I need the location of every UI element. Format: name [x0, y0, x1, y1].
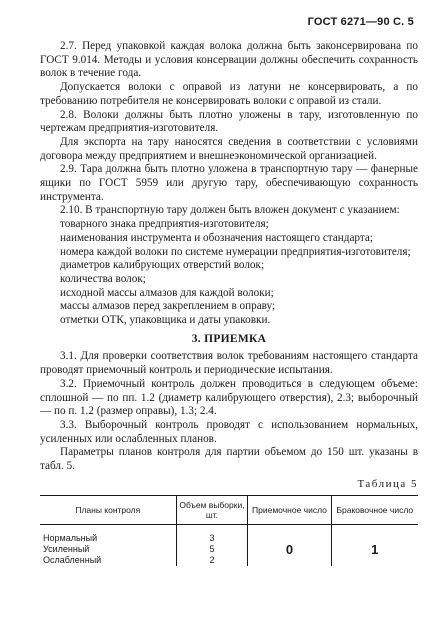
page-header: ГОСТ 6271—90 С. 5	[307, 16, 414, 28]
paragraph: 2.7. Перед упаковкой каждая волока должна быть законсервирована по ГОСТ 9.014. Методы и условия консервации должны обеспечить сохранность волок в течение года.	[40, 40, 418, 80]
list-item: наименования инструмента и обозначения настоящего стандарта;	[60, 231, 373, 244]
paragraph: Для экспорта на тару наносятся сведения в соответствии с условиями договора между предприятием и внешнеэкономической организацией.	[40, 135, 418, 162]
control-plans-table	[40, 495, 418, 566]
paragraph: Параметры планов контроля для партии объемом до 150 шт. указаны в табл. 5.	[40, 446, 418, 473]
column-header: Планы контроля	[40, 495, 176, 524]
list-item: диаметров калибрующих отверстий волок;	[60, 259, 265, 272]
paragraph: 2.8. Волоки должны быть плотно уложены в тару, изготовленную по чертежам предприятия-изготовителя.	[40, 108, 418, 135]
plan-cell: Нормальный	[43, 532, 98, 543]
sample-cell: 3	[176, 533, 248, 544]
list-item: отметки ОТК, упаковщика и даты упаковки.	[60, 314, 271, 327]
list-item: номера каждой волоки по системе нумерации предприятия-изготовителя;	[60, 245, 411, 258]
paragraph: 2.10. В транспортную тару должен быть вложен документ с указанием:	[60, 204, 400, 217]
section-title: 3. ПРИЕМКА	[191, 332, 267, 345]
table-row	[40, 533, 418, 544]
page-content	[40, 40, 418, 566]
paragraph: 3.2. Приемочный контроль должен проводиться в следующем объеме: сплошной — по пп. 1.2 (диаметр калибрующего отверстия), 2.3; выборочный — по п. 1.2 (размер оправы), 1.3; 2.4.	[40, 377, 418, 418]
paragraph: 2.9. Тара должна быть плотно уложена в транспортную тару — фанерные ящики по ГОСТ 5959 или другую тару, обеспечивающую сохранность инструмента.	[40, 163, 418, 203]
paragraph: 3.3. Выборочный контроль проводят с использованием нормальных, усиленных или ослабленных планов.	[40, 418, 418, 445]
list-item: товарного знака предприятия-изготовителя;	[60, 218, 269, 231]
paragraph: 3.1. Для проверки соответствия волок требованиям настоящего стандарта проводят приемочный контроль и периодические испытания.	[40, 350, 418, 377]
list-item: исходной массы алмазов для каждой волоки;	[60, 286, 274, 299]
column-header: Объем выборки, шт.	[176, 495, 248, 524]
table-caption: Таблица 5	[357, 477, 418, 490]
plan-cell: Усиленный	[43, 543, 90, 554]
plan-cell: Ослабленный	[43, 554, 102, 565]
column-header: Приемочное число	[248, 495, 331, 524]
acceptance-number-cell: 0	[248, 533, 331, 566]
sample-cell: 2	[176, 555, 248, 566]
sample-cell: 5	[176, 544, 248, 555]
column-header: Браковочное число	[331, 495, 418, 524]
list-item: количества волок;	[60, 272, 146, 285]
rejection-number-cell: 1	[331, 533, 418, 566]
paragraph: Допускается волоки с оправой из латуни не консервировать, а по требованию потребителя не консервировать волоки с оправой из стали.	[40, 81, 418, 107]
list-item: массы алмазов перед закреплением в оправу;	[60, 300, 276, 313]
